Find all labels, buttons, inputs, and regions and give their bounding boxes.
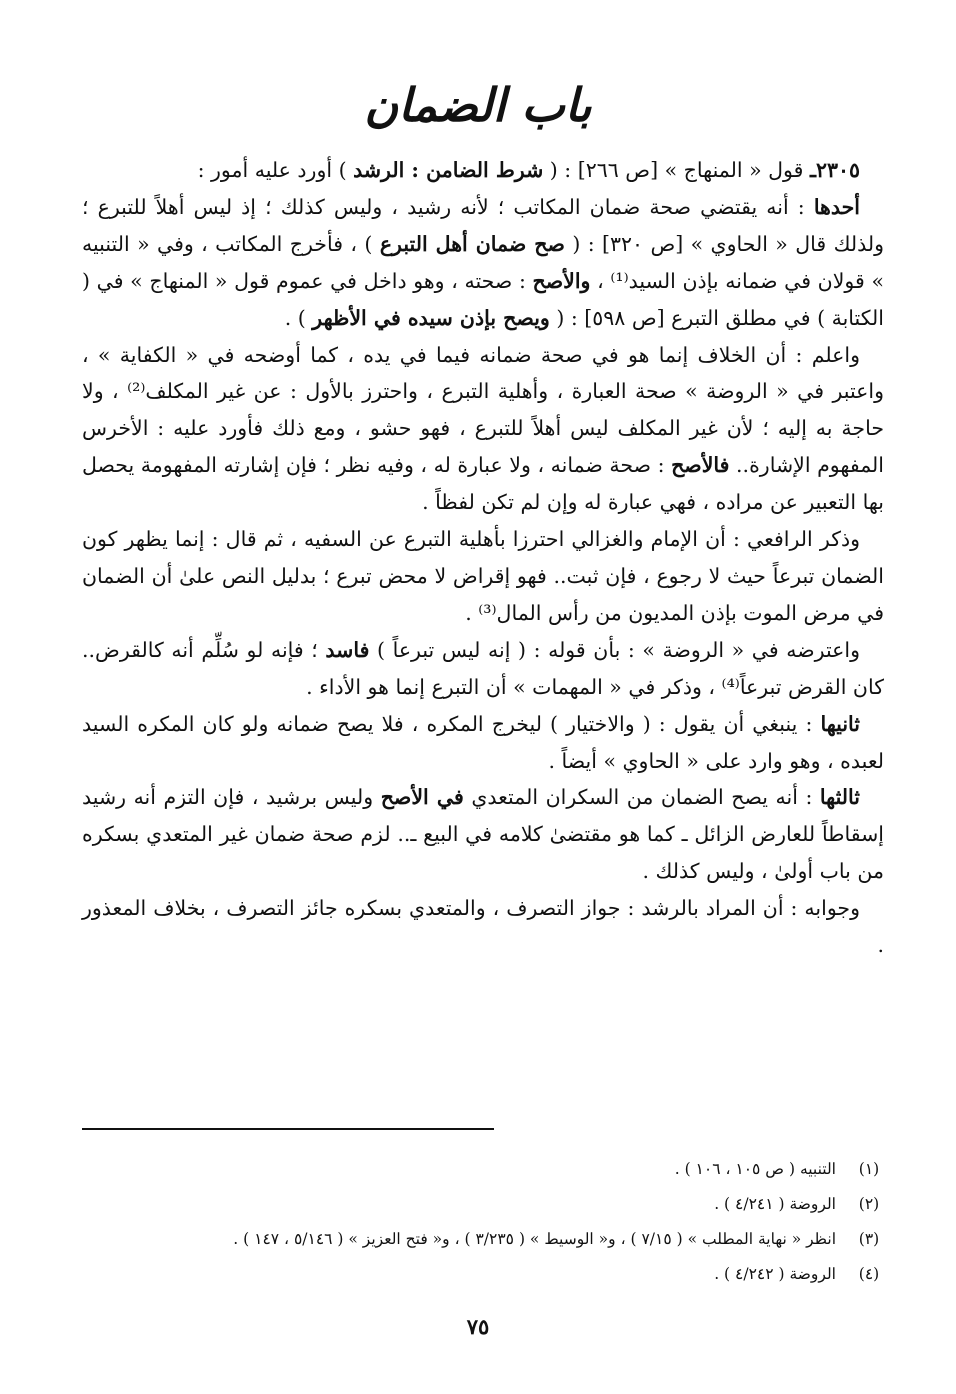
paragraph — [82, 189, 884, 337]
bold-term: فالأصح — [671, 453, 730, 478]
page-number: ٧٥ — [466, 1314, 490, 1339]
chapter-title: باب الضمان — [364, 78, 592, 132]
text-run: ) . — [284, 305, 313, 330]
footnote-text: التنبيه ( ص ١٠٥ ، ١٠٦ ) . — [674, 1160, 836, 1178]
paragraph — [82, 152, 884, 189]
text-run: ) ، فأخرج المكاتب ، وفي « التنبيه » قولان في ضمانه بإذن السيد⁽¹⁾ ، — [82, 231, 884, 293]
footnote-number: (١) — [858, 1160, 880, 1178]
footnotes — [82, 1152, 884, 1292]
bold-term: أحدها — [813, 194, 860, 219]
footnote-text: الروضة ( ٤/٢٤٢ ) . — [714, 1265, 836, 1283]
footnote-text: الروضة ( ٤/٢٤١ ) . — [714, 1195, 836, 1213]
paragraph — [82, 779, 884, 890]
footnote-separator — [82, 1128, 494, 1130]
paragraph — [82, 521, 884, 632]
footnote — [82, 1187, 884, 1222]
bold-term: ثانيها — [820, 711, 860, 736]
footnote-number: (٣) — [858, 1230, 880, 1248]
text-run: وليس برشيد ، فإن التزم أنه رشيد إسقاطاً للعارض الزائل ـ كما هو مقتضىٰ كلامه في البيع ـ.. لزم صحة ضمان غير المتعدي بسكره من باب أولىٰ ، وليس كذلك . — [82, 785, 884, 884]
main-text — [82, 152, 884, 964]
text-run: : ينبغي أن يقول : ( والاختيار ) ليخرج المكره ، فلا يصح ضمانه ولو كان المكره السيد لعبده ، وهو وارد على « الحاوي » أيضاً . — [82, 711, 884, 773]
bold-term: والأصح — [532, 268, 591, 293]
bold-term: شرط الضامن : الرشد — [353, 158, 544, 182]
footnote-number: (٤) — [858, 1265, 880, 1283]
bold-term: ثالثها — [819, 785, 861, 810]
paragraph — [82, 337, 884, 522]
bold-term: فاسد — [325, 637, 370, 662]
text-run: ) أورد عليه أمور : — [197, 158, 354, 182]
text-run: واعترضه في « الروضة » : بأن قوله : ( إنه ليس تبرعاً ) — [369, 637, 860, 662]
text-run: : أنه يقتضي صحة ضمان المكاتب ؛ لأنه رشيد ، وليس كذلك ؛ إذ ليس أهلاً للتبرع ؛ ولذلك قال « الحاوي » [ص ٣٢٠] : ( — [82, 194, 885, 256]
paragraph — [82, 890, 884, 964]
bold-term: ويصح بإذن سيده في الأظهر — [312, 305, 550, 330]
text-run: : أنه يصح الضمان من السكران المتعدي — [463, 785, 820, 810]
footnote — [82, 1152, 884, 1187]
text-run: قول « المنهاج » [ص ٢٦٦] : ( — [543, 158, 810, 182]
text-run: ؛ فإنه لو سُلِّم أنه كالقرض.. كان القرض تبرعاً⁽⁴⁾ ، وذكر في « المهمات » أن التبرع إنما هو الأداء . — [82, 637, 884, 699]
bold-term: ٢٣٠٥ـ — [809, 158, 860, 182]
paragraph — [82, 632, 884, 706]
bold-term: صح ضمان أهل التبرع — [379, 231, 565, 256]
footnote-text: انظر « نهاية المطلب » ( ٧/١٥ ) ، و« الوسيط » ( ٣/٢٣٥ ) ، و« فتح العزيز » ( ٥/١٤٦ ، ١٤٧ ) . — [233, 1230, 836, 1248]
footnote — [82, 1222, 884, 1257]
footnote — [82, 1257, 884, 1292]
text-run: : صحة ضمانه ، ولا عبارة له ، وفيه نظر ؛ فإن إشارته المفهومة يحصل بها التعبير عن مراده ، فهي عبارة له وإن لم تكن لفظاً . — [82, 453, 884, 515]
bold-term: في الأصح — [380, 785, 464, 810]
footnote-number: (٢) — [858, 1195, 880, 1213]
text-run: : صحته ، وهو داخل في عموم قول « المنهاج » في ( الكتابة ) في مطلق التبرع [ص ٥٩٨] : ( — [82, 268, 884, 330]
text-run: وجوابه : أن المراد بالرشد : جواز التصرف ، والمتعدي بسكره جائز التصرف ، بخلاف المعذور . — [82, 896, 884, 958]
text-run: وذكر الرافعي : أن الإمام والغزالي احترزا بأهلية التبرع عن السفيه ، ثم قال : إنما يظهر كون الضمان تبرعاً حيث لا رجوع ، فإن ثبت.. فهو إقراض لا محض تبرع ؛ بدليل النص علىٰ أن الضمان في مرض الموت بإذن المديون من رأس المال⁽³⁾ . — [82, 527, 884, 625]
text-run: واعلم : أن الخلاف إنما هو في صحة ضمانه فيما في يده ، كما أوضحه في « الكفاية » ، واعتبر في « الروضة » صحة العبارة ، وأهلية التبرع ، واحترز بالأول : عن غير المكلف⁽²⁾ ، ولا حاجة به إليه ؛ لأن غير المكلف ليس أهلاً للتبرع ، فهو حشو ، ومع ذلك فأورد عليه : الأخرس المفهوم الإشارة.. — [82, 342, 884, 478]
paragraph — [82, 706, 884, 780]
